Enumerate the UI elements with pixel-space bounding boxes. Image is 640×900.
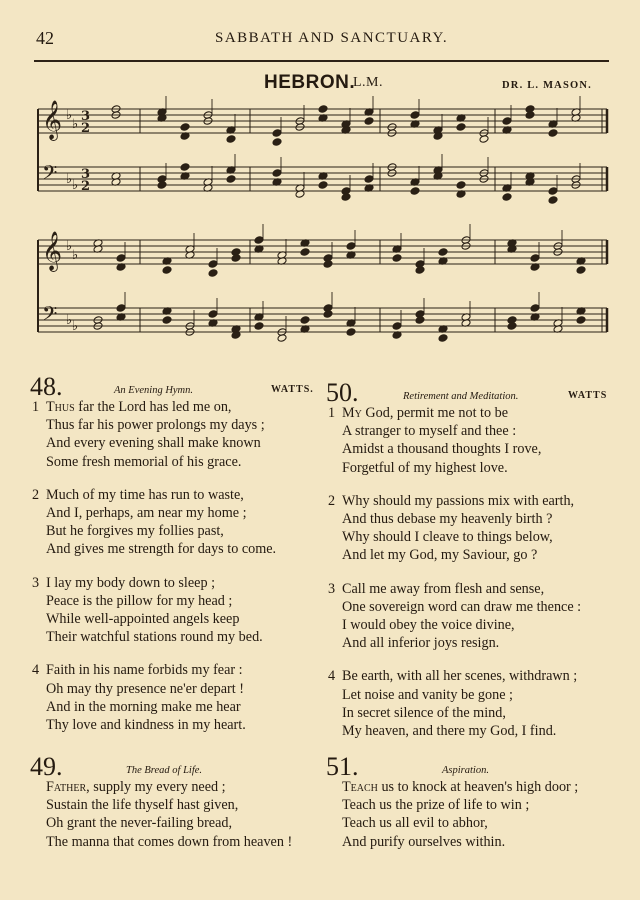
verse-line: Oh may thy presence ne'er depart !	[46, 680, 244, 697]
stanza	[30, 661, 330, 734]
page-header	[0, 28, 640, 52]
verse-line: Why should I cleave to things below,	[342, 529, 553, 546]
verse-line: And thus debase my heavenly birth ?	[342, 511, 553, 528]
verse-line: Sustain the life thyself hast given,	[46, 797, 239, 814]
time-signature: 3	[81, 109, 91, 124]
verse-line: But he forgives my follies past,	[46, 523, 224, 540]
tune-meter: L.M.	[353, 75, 383, 90]
notehead	[576, 266, 586, 275]
tune-title: HEBRON.	[264, 72, 356, 93]
verse-line: Forgetful of my highest love.	[342, 459, 508, 476]
verse-line: And gives me strength for days to come.	[46, 541, 277, 558]
verse-number: 2	[328, 492, 336, 509]
running-title: SABBATH AND SANCTUARY.	[215, 30, 449, 46]
verse-line: Their watchful stations round my bed.	[46, 629, 263, 646]
flat-sign: ♭	[66, 239, 73, 254]
verse-line	[30, 398, 330, 416]
notehead	[438, 248, 448, 257]
hymn-subtitle: Aspiration.	[442, 765, 489, 776]
notehead	[162, 266, 172, 275]
verse-line: Oh grant the never-failing bread,	[46, 815, 233, 832]
notehead	[548, 196, 558, 205]
notehead	[180, 123, 190, 132]
verse-number: 4	[328, 668, 336, 685]
verse-line: Be earth, with all her scenes, withdrawn ;	[342, 668, 578, 685]
hymn-subtitle: An Evening Hymn.	[114, 385, 194, 396]
verse-number: 3	[328, 580, 336, 597]
flat-sign: ♭	[72, 248, 79, 263]
verse-number: 4	[32, 662, 40, 679]
treble-clef: 𝄞	[42, 100, 63, 140]
verse-line: While well-appointed angels keep	[46, 611, 240, 628]
treble-clef: 𝄞	[42, 231, 63, 271]
notehead	[364, 117, 374, 126]
verse-line-text: God, permit me not to be	[365, 405, 509, 421]
notehead	[318, 105, 328, 114]
notehead	[530, 304, 540, 313]
time-signature: 3	[81, 167, 91, 182]
notehead	[410, 187, 420, 196]
verse-line: Let noise and vanity be gone ;	[342, 686, 513, 703]
hymn-number: 51.	[326, 752, 359, 781]
notehead	[392, 322, 402, 331]
verse-line: And all inferior joys resign.	[342, 635, 500, 652]
flat-sign: ♭	[66, 172, 73, 187]
flat-sign: ♭	[72, 319, 79, 334]
notehead	[254, 322, 264, 331]
hymn-subtitle: The Bread of Life.	[126, 765, 203, 776]
verse-line: A stranger to myself and thee :	[342, 423, 517, 440]
hymn-49	[30, 752, 330, 851]
verse-number: 1	[328, 405, 336, 421]
first-word: Teach	[342, 779, 378, 795]
notehead	[548, 187, 558, 196]
verse-line: Amidst a thousand thoughts I rove,	[342, 441, 542, 458]
verse-line	[30, 778, 330, 796]
hymn-author: WATTS	[568, 390, 608, 401]
stanza	[326, 404, 626, 477]
verse-line: Much of my time has run to waste,	[46, 486, 244, 503]
notehead	[272, 129, 282, 138]
notehead	[456, 123, 466, 132]
notehead	[346, 328, 356, 337]
notehead	[208, 310, 218, 319]
hymn-50	[326, 378, 626, 740]
hymn-48	[30, 372, 330, 734]
notehead	[456, 181, 466, 190]
composer: DR. L. MASON.	[502, 80, 592, 91]
stanza	[326, 580, 626, 653]
notehead	[226, 135, 236, 144]
verse-line: I lay my body down to sleep ;	[46, 574, 216, 591]
stanza	[30, 778, 330, 851]
stanza	[30, 486, 330, 559]
hymn-51	[326, 752, 626, 851]
verse-line: And I, perhaps, am near my home ;	[46, 505, 247, 522]
flat-sign: ♭	[72, 117, 79, 132]
notehead	[438, 334, 448, 343]
first-word: Thus	[46, 399, 75, 415]
verse-line: And in the morning make me hear	[46, 698, 241, 715]
header-rule	[34, 60, 609, 62]
notehead	[208, 260, 218, 269]
verse-line: Call me away from flesh and sense,	[342, 580, 545, 597]
verse-line	[326, 404, 626, 422]
verse-line-text: supply my every need ;	[93, 779, 226, 795]
notehead	[300, 248, 310, 257]
notehead	[502, 117, 512, 126]
verse-line: Teach us the prize of life to win ;	[342, 797, 530, 814]
notehead	[254, 236, 264, 245]
notehead	[272, 169, 282, 178]
flat-sign: ♭	[66, 313, 73, 328]
notehead	[272, 138, 282, 147]
page-number: 42	[36, 28, 54, 48]
verse-line-text: far the Lord has led me on,	[78, 399, 232, 415]
verse-line: And purify ourselves within.	[342, 833, 506, 850]
hymn-author: WATTS.	[271, 384, 314, 395]
verse-line-text: us to knock at heaven's high door ;	[381, 779, 579, 795]
verse-number: 2	[32, 486, 40, 503]
hymn-number: 48.	[30, 372, 63, 401]
flat-sign: ♭	[66, 108, 73, 123]
stanza	[30, 398, 330, 471]
verse-line: And let my God, my Saviour, go ?	[342, 547, 538, 564]
verse-number: 1	[32, 399, 40, 415]
verse-line: One sovereign word can draw me thence :	[342, 598, 582, 615]
notehead	[226, 175, 236, 184]
verse-line: Faith in his name forbids my fear :	[46, 662, 243, 679]
notehead	[530, 254, 540, 263]
notehead	[318, 181, 328, 190]
bass-clef: 𝄢	[42, 161, 58, 189]
verse-line: Thy love and kindness in my heart.	[46, 717, 246, 734]
time-signature: 2	[81, 179, 91, 194]
stanza	[326, 778, 626, 851]
notehead	[392, 254, 402, 263]
verse-number: 3	[32, 574, 40, 591]
verse-line: Thus far his power prolongs my days ;	[46, 417, 265, 434]
verse-line: Why should my passions mix with earth,	[342, 492, 575, 509]
notehead	[162, 316, 172, 325]
stanza	[326, 667, 626, 740]
stanza	[30, 574, 330, 647]
notehead	[180, 163, 190, 172]
stanza	[326, 492, 626, 565]
verse-line: And every evening shall make known	[46, 435, 261, 452]
verse-line: Peace is the pillow for my head ;	[46, 592, 233, 609]
hymn-number: 49.	[30, 752, 63, 781]
notehead	[548, 129, 558, 138]
time-signature: 2	[81, 121, 91, 136]
notehead	[208, 269, 218, 278]
notehead	[116, 254, 126, 263]
notehead	[346, 242, 356, 251]
first-word: Father,	[46, 779, 90, 795]
verse-line: Teach us all evil to abhor,	[342, 815, 488, 832]
notehead	[410, 111, 420, 120]
notehead	[364, 175, 374, 184]
hymn-number: 50.	[326, 378, 359, 407]
verse-line: Some fresh memorial of his grace.	[46, 453, 242, 470]
music-score	[0, 95, 640, 360]
bass-clef: 𝄢	[42, 302, 58, 330]
notehead	[300, 316, 310, 325]
verse-line: I would obey the voice divine,	[342, 617, 515, 634]
notehead	[502, 193, 512, 202]
notehead	[116, 304, 126, 313]
notehead	[576, 316, 586, 325]
verse-line: My heaven, and there my God, I find.	[342, 723, 557, 740]
first-word: My	[342, 405, 362, 421]
verse-line: In secret silence of the mind,	[342, 704, 506, 721]
verse-line	[326, 778, 626, 796]
hymn-subtitle: Retirement and Meditation.	[403, 391, 519, 402]
flat-sign: ♭	[72, 178, 79, 193]
verse-line: The manna that comes down from heaven !	[46, 833, 293, 850]
